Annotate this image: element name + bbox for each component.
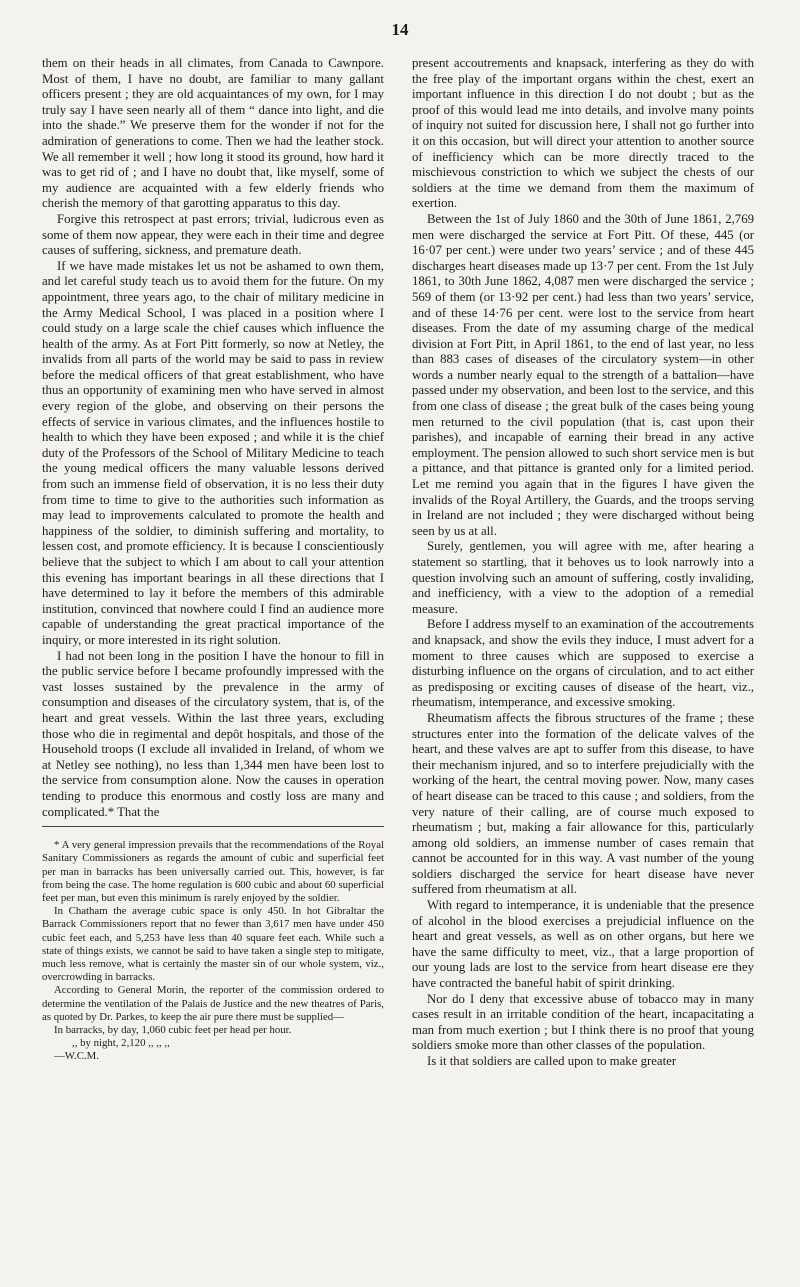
footnote — [42, 839, 384, 1063]
right-paragraph-2: Between the 1st of July 1860 and the 30th of June 1861, 2,769 men were discharged the service at Fort Pitt. Of these, 445 (or 16·07 per cent.) were under two years’ service ; and of these 445 discharges heart diseases made up 13·7 per cent. From the 1st July 1861, to 30th June 1862, 4,087 men were discharged the service ; 569 of them (or 13·92 per cent.) had less than two years’ service, and of these 14·76 per cent. were lost to the service from heart diseases. From the date of my assuming charge of the medical division at Fort Pitt, in April 1861, to the end of last year, no less than 883 cases of diseases of the circulatory system—in other words a number nearly equal to the strength of a battalion—have passed under my observation, and been lost to the service, and this from one class of disease ; the great bulk of the cases being young men returned to the civil population (that is, cast upon their parishes), and incapable of earning their bread in any active employment. The pension allowed to such short service men is but a pittance, and that pittance is granted only for a limited period. Let me remind you again that in the figures I have given the invalids of the Royal Artillery, the Guards, and the troops serving in Ireland are not included ; they were discharged without being seen by us at all. — [412, 211, 754, 538]
page-number: 14 — [391, 20, 409, 39]
right-paragraph-6: With regard to intemperance, it is undeniable that the presence of alcohol in the blood exercises a prejudicial influence on the heart and great vessels, as well as on other organs, but here we have the same difficulty to meet, viz., that a large proportion of our young lads are lost to the service from heart disease ere they have contracted the baneful habit of spirit drinking. — [412, 898, 754, 991]
right-paragraph-8: Is it that soldiers are called upon to make greater — [427, 1054, 677, 1068]
right-paragraph-3: Surely, gentlemen, you will agree with me, after hearing a statement so startling, that it behoves us to look narrowly into a question involving such an amount of suffering, costly invaliding, and inefficiency, with a view to the adoption of a remedial measure. — [412, 539, 754, 616]
left-paragraph-2: Forgive this retrospect at past errors; trivial, ludicrous even as some of them now appear, they were each in their time and degree causes of suffering, sickness, and premature death. — [42, 211, 384, 258]
left-body-text — [42, 56, 384, 820]
right-paragraph-4: Before I address myself to an examination of the accoutrements and knapsack, and show the evils they induce, I must advert for a moment to three causes which are supposed to exercise a disturbing influence on the organs of circulation, and to act either as predisposing or exciting causes of disease of the heart, viz., rheumatism, intemperance, and excessive smoking. — [412, 617, 754, 710]
right-paragraph-1: present accoutrements and knapsack, interfering as they do with the free play of the important organs within the chest, exert an important influence in this direction I do not doubt ; but as the proof of this would lead me into details, and involve many points of inquiry not suited for discussion here, I shall not go further into it on this occasion, but will direct your attention to another source of inefficiency which can be more directly traced to the mischievous constriction to which we subject the chests of our soldiers at the time we demand from them the maximum of exertion. — [412, 56, 754, 211]
footnote-paragraph-3: According to General Morin, the reporter of the commission ordered to determine the ventilation of the Palais de Justice and the new theatres of Paris, as quoted by Dr. Parkes, to keep the air pure there must be supplied— — [42, 984, 384, 1023]
footnote-paragraph-2: In Chatham the average cubic space is only 450. In hot Gibraltar the Barrack Commissioners report that no fewer than 3,617 men have under 450 cubic feet each, and 5,253 have less than 40 square feet each. While such a state of things exists, we cannot be said to have taken a single step to mitigate, much less remove, what is certainly the master sin of our whole system, viz., overcrowding in barracks. — [42, 905, 384, 984]
right-column — [412, 56, 754, 1070]
left-paragraph-1: them on their heads in all climates, from Canada to Cawnpore. Most of them, I have no doubt, are familiar to many gallant officers present ; they are old acquaintances of my own, for I may truly say I have seen nearly all of them “ dance into light, and die into the shade.” We preserve them for the wonder if not for the admiration of generations to come. Then we had the leather stock. We all remember it well ; how long it stood its ground, how hard it was to get rid of ; and I have no doubt that, like myself, some of my audience are acquainted with a few elderly friends who cherish the memory of that garotting apparatus to this day. — [42, 56, 384, 211]
right-paragraph-7: Nor do I deny that excessive abuse of tobacco may in many cases result in an irritable condition of the heart, incapacitating a man from much exertion ; but I think there is no proof that young soldiers smoke more than other classes of the population. — [412, 991, 754, 1053]
left-column — [42, 56, 384, 1064]
right-paragraph-5: Rheumatism affects the fibrous structures of the frame ; these structures enter into the formation of the delicate valves of the heart, and these valves are apt to suffer from this disease, to have their mechanism injured, and so to interfere prejudicially with the working of the heart, the central moving power. Now, many cases of heart disease can be traced to this cause ; and soldiers, from the very nature of their calling, are of course much exposed to rheumatism ; but, making a fair allowance for this, particularly among old soldiers, an immense number of cases remain that cannot be accounted for in this way. A vast number of the young soldiers discharged the service for heart disease have never suffered from rheumatism at all. — [412, 710, 754, 897]
footnote-signature: —W.C.M. — [54, 1050, 99, 1063]
right-body-text — [412, 56, 754, 1070]
left-paragraph-4: I had not been long in the position I have the honour to fill in the public service before I became profoundly impressed with the vast losses sustained by the prevalence in the army of consumption and diseases of the circulatory system, that is, of the heart and great vessels. Within the last three years, excluding those who die in regimental and depôt hospitals, and those of the Household troops (I exclude all invalided in Ireland, of whom we at Netley see nothing), no less than 1,344 men have been lost to the service from consumption alone. Now the causes in operation tending to produce this enormous and costly loss are many and complicated.* That the — [42, 648, 384, 819]
footnote-paragraph-4: In barracks, by day, 1,060 cubic feet per head per hour. — [54, 1023, 292, 1036]
footnote-paragraph-5: ,, by night, 2,120 ,, ,, ,, — [72, 1037, 170, 1050]
footnote-divider — [42, 826, 384, 827]
left-paragraph-3: If we have made mistakes let us not be ashamed to own them, and let careful study teach us to avoid them for the future. On my appointment, three years ago, to the chair of military medicine in the Army Medical School, I was placed in a position where I could study on a large scale the chief causes which influence the health of the army. As at Fort Pitt formerly, so now at Netley, the invalids from all parts of the world may be said to pass in review before the medical officers of that great establishment, who have thus an opportunity of examining men who have served in almost every region of the globe, and observing on their persons the effects of service in various climates, and the influences hostile to health to which they have been exposed ; and while it is the chief duty of the Professors of the School of Military Medicine to teach the young medical officers the many valuable lessons derived from such an immense field of observation, it is no less their duty from time to time to give to the authorities such information as may lead to improvements calculated to promote the health and happiness of the soldier, to diminish suffering and mortality, to lessen cost, and promote efficiency. It is because I conscientiously believe that the subject to which I am about to call your attention this evening has important bearings in all these directions that I have determined to lay it before the members of this admirable institution, convinced that nowhere could I find an audience more capable of understanding the great practical importance of the inquiry, or more interested in its right solution. — [42, 258, 384, 647]
footnote-paragraph-1: * A very general impression prevails that the recommendations of the Royal Sanitary Commissioners as regards the amount of cubic and superficial feet per man in barracks has been universally carried out. This, however, is far from being the case. The home regulation is 600 cubic and about 60 superficial feet per man, but even this minimum is rarely enjoyed by the soldier. — [42, 839, 384, 904]
